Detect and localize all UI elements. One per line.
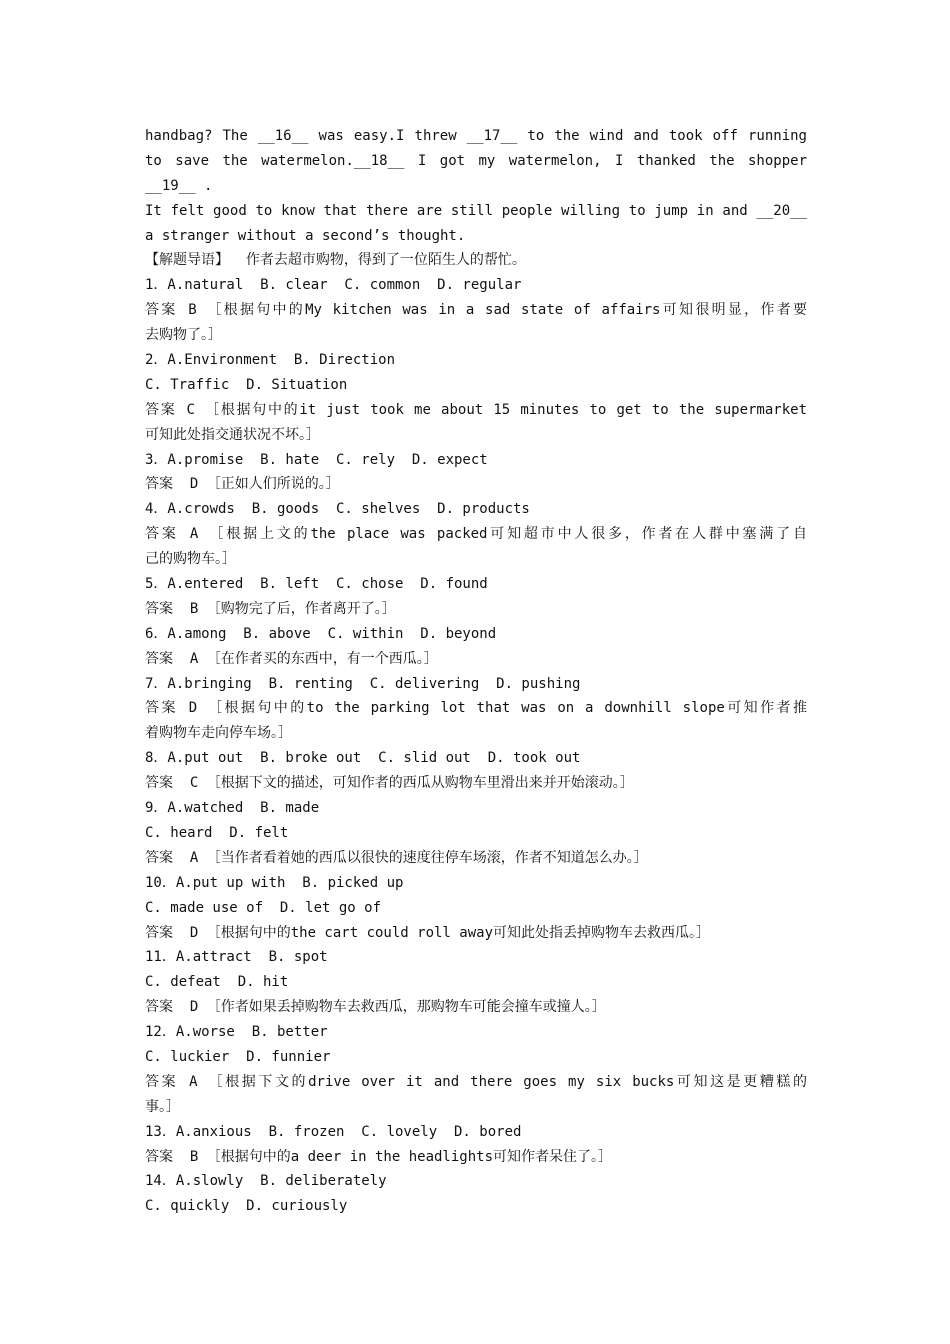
text-line: 14．A.slowly B. deliberately	[145, 1173, 387, 1190]
text-line: __19__ .	[145, 177, 213, 194]
text-line: 10．A.put up with B. picked up	[145, 874, 404, 891]
text-line: 1．A.natural B. clear C. common D. regular	[145, 277, 522, 294]
text-line: 答案 D ［作者如果丢掉购物车去救西瓜，那购物车可能会撞车或撞人。］	[145, 999, 606, 1016]
text-line: 答案 B ［购物完了后，作者离开了。］	[145, 600, 396, 617]
text-line: 答案 A ［根据上文的the place was packed可知超市中人很多，作者在人群中塞满了自	[145, 526, 807, 543]
text-line: C. defeat D. hit	[145, 974, 289, 991]
text-line: 己的购物车。］	[145, 551, 236, 568]
text-line: 3．A.promise B. hate C. rely D. expect	[145, 451, 488, 468]
text-line: 答案 D ［正如人们所说的。］	[145, 476, 340, 493]
text-line: 12．A.worse B. better	[145, 1024, 328, 1041]
document-page	[145, 124, 807, 1219]
text-line: 答案 B ［根据句中的My kitchen was in a sad state of affairs可知很明显，作者要	[145, 302, 807, 319]
text-line: 8．A.put out B. broke out C. slid out D. took out	[145, 750, 581, 767]
text-line: to save the watermelon.__18__ I got my watermelon, I thanked the shopper	[145, 152, 807, 169]
text-line: 可知此处指交通状况不坏。］	[145, 426, 320, 443]
text-line: 2．A.Environment B. Direction	[145, 352, 396, 369]
text-line: 去购物了。］	[145, 327, 222, 344]
text-line: C. made use of D. let go of	[145, 899, 382, 916]
text-line: C. luckier D. funnier	[145, 1048, 331, 1065]
text-line: a stranger without a second’s thought.	[145, 227, 466, 244]
text-line: 答案 A ［在作者买的东西中，有一个西瓜。］	[145, 650, 438, 667]
text-line: 答案 A ［当作者看着她的西瓜以很快的速度往停车场滚，作者不知道怎么办。］	[145, 849, 648, 866]
text-line: C. heard D. felt	[145, 824, 289, 841]
text-line: 6．A.among B. above C. within D. beyond	[145, 625, 497, 642]
text-line: 4．A.crowds B. goods C. shelves D. products	[145, 501, 530, 518]
text-line: 答案 C ［根据句中的it just took me about 15 minutes to get to the supermarket	[145, 401, 807, 418]
text-line: 答案 D ［根据句中的to the parking lot that was on a downhill slope可知作者推	[145, 700, 807, 717]
text-line: 9．A.watched B. made	[145, 800, 320, 817]
text-line: 13．A.anxious B. frozen C. lovely D. bored	[145, 1123, 522, 1140]
text-line: 答案 D ［根据句中的the cart could roll away可知此处指丢掉购物车去救西瓜。］	[145, 924, 711, 941]
text-line: 7．A.bringing B. renting C. delivering D. pushing	[145, 675, 581, 692]
text-line: 答案 C ［根据下文的描述，可知作者的西瓜从购物车里滑出来并开始滚动。］	[145, 775, 634, 792]
text-line: handbag? The __16__ was easy.I threw __17__ to the wind and took off running	[145, 128, 807, 144]
text-line: C. quickly D. curiously	[145, 1198, 348, 1215]
text-line: 5．A.entered B. left C. chose D. found	[145, 576, 488, 593]
text-line: It felt good to know that there are still people willing to jump in and __20__	[145, 202, 807, 219]
text-line: 11．A.attract B. spot	[145, 949, 328, 966]
text-line: 【解题导语】 作者去超市购物，得到了一位陌生人的帮忙。	[145, 252, 526, 269]
text-line: 着购物车走向停车场。］	[145, 725, 292, 742]
text-line: 答案 B ［根据句中的a deer in the headlights可知作者呆住了。］	[145, 1148, 613, 1165]
text-line: C. Traffic D. Situation	[145, 376, 348, 393]
text-line: 答案 A ［根据下文的drive over it and there goes my six bucks可知这是更糟糕的	[145, 1073, 807, 1090]
text-line: 事。］	[145, 1098, 180, 1115]
